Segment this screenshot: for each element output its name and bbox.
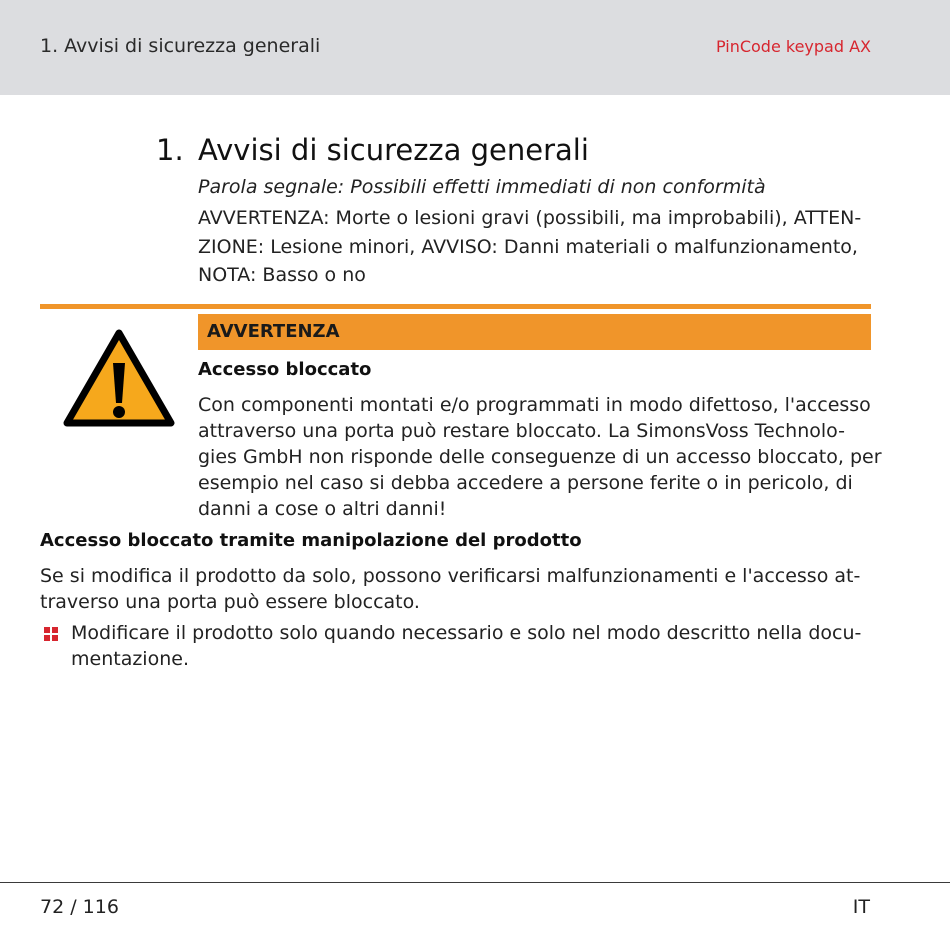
- warning-body-line: gies GmbH non risponde delle conseguenze di un accesso bloccato, per: [198, 446, 882, 468]
- chapter-number: 1.: [156, 133, 184, 167]
- signal-words-description: [198, 204, 878, 290]
- bullet-item-line: Modificare il prodotto solo quando necessario e solo nel modo descritto nella docu-: [71, 622, 862, 644]
- signal-words-line: ZIONE: Lesione minori, AVVISO: Danni materiali o malfunzionamento,: [198, 235, 858, 258]
- warning-label: AVVERTENZA: [207, 321, 340, 342]
- header-product-name: PinCode keypad AX: [715, 37, 871, 56]
- signal-words-line: AVVERTENZA: Morte o lesioni gravi (possibili, ma improbabili), ATTEN-: [198, 207, 862, 229]
- footer-divider: [0, 882, 950, 883]
- header-section-title: 1. Avvisi di sicurezza generali: [40, 35, 321, 57]
- bullet-item: [71, 620, 891, 672]
- warning-top-rule: [40, 304, 871, 309]
- signal-words-line: NOTA: Basso o no: [198, 264, 366, 286]
- warning-body-line: esempio nel caso si debba accedere a persone ferite o in pericolo, di: [198, 472, 853, 494]
- warning-triangle-icon: [62, 327, 176, 429]
- warning-body-line: Con componenti montati e/o programmati in modo difettoso, l'accesso: [198, 394, 871, 416]
- bullet-item-line: mentazione.: [71, 648, 189, 670]
- warning-body-line: attraverso una porta può restare bloccato. La SimonsVoss Technolo-: [198, 420, 845, 442]
- section-body: [40, 563, 890, 615]
- language-code: IT: [852, 896, 870, 918]
- warning-body-line: danni a cose o altri danni!: [198, 498, 447, 520]
- warning-label-bar: [198, 314, 871, 350]
- red-square-bullet-icon: [44, 626, 58, 640]
- page-number: 72 / 116: [40, 896, 119, 918]
- section-body-line: Se si modifica il prodotto da solo, possono verificarsi malfunzionamenti e l'accesso at-: [40, 565, 861, 587]
- section-body-line: traverso una porta può essere bloccato.: [40, 591, 420, 613]
- warning-body: [198, 392, 888, 522]
- warning-subtitle: Accesso bloccato: [198, 359, 372, 380]
- signal-words-heading: Parola segnale: Possibili effetti immediati di non conformità: [198, 176, 766, 198]
- section-heading: Accesso bloccato tramite manipolazione del prodotto: [40, 530, 582, 551]
- page-header: [0, 0, 950, 95]
- chapter-title-text: Avvisi di sicurezza generali: [198, 133, 589, 167]
